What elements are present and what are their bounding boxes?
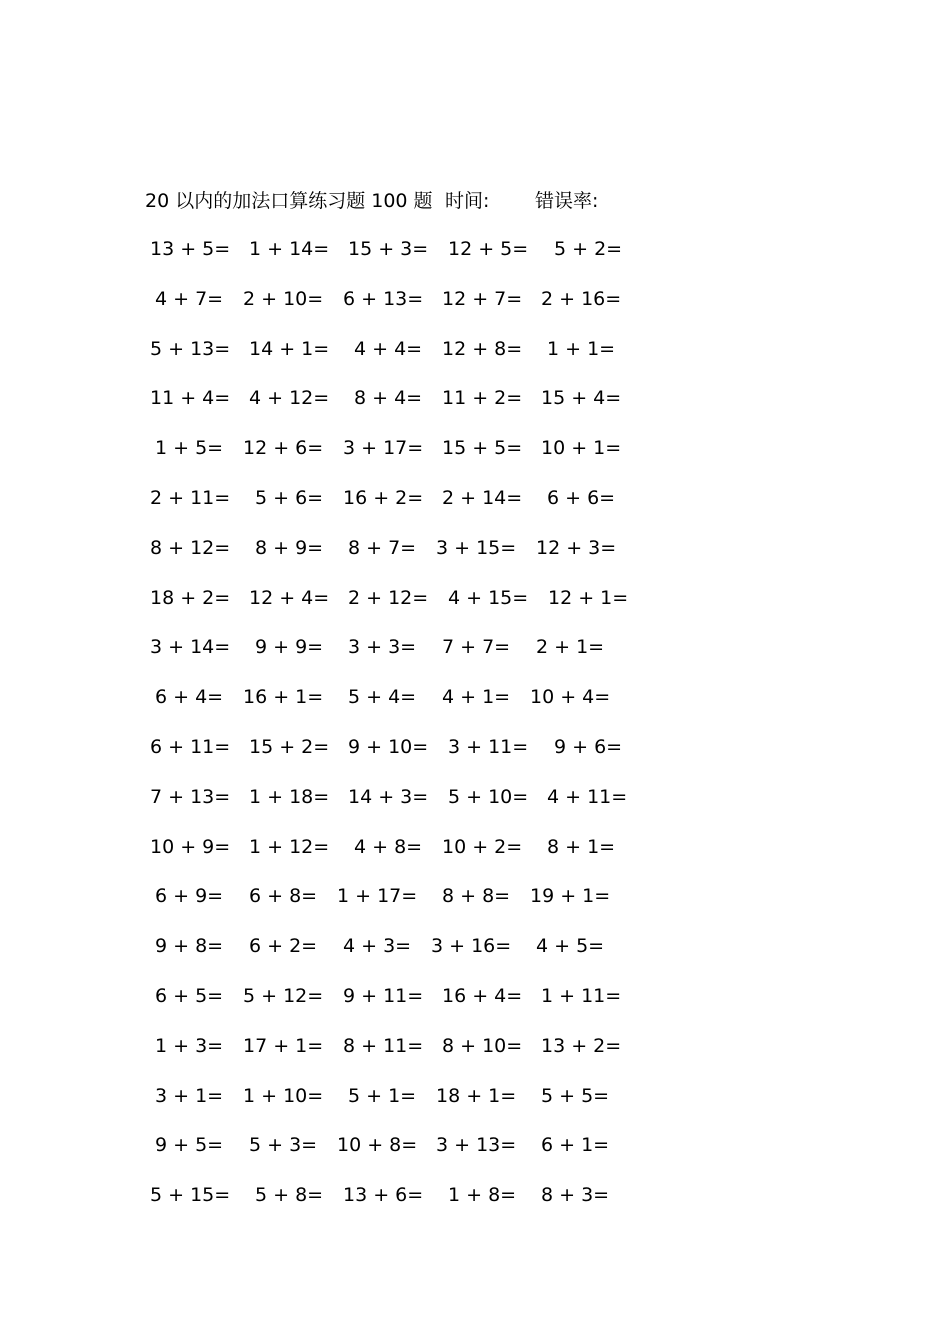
problem-item: 5 + 2= (554, 238, 623, 260)
problem-row (0, 433, 950, 463)
problem-item: 3 + 11= (448, 736, 529, 758)
problem-item: 4 + 8= (354, 835, 423, 858)
problem-item: 3 + 14= (150, 636, 231, 659)
problem-item: 14 + 1= (249, 337, 330, 360)
problem-item: 10 + 2= (442, 835, 523, 858)
problem-item: 5 + 13= (150, 337, 231, 360)
problem-row (0, 1031, 950, 1061)
problem-item: 15 + 4= (541, 387, 622, 410)
problem-item: 14 + 3= (348, 785, 429, 808)
problem-item: 3 + 3= (348, 636, 417, 659)
problem-item: 18 + 1= (436, 1084, 517, 1107)
problem-row (0, 682, 950, 712)
problem-item: 9 + 5= (155, 1134, 224, 1157)
problem-item: 16 + 2= (343, 487, 424, 509)
problem-row (0, 1180, 950, 1210)
problem-item: 6 + 8= (249, 885, 318, 908)
problem-item: 2 + 14= (442, 487, 523, 509)
problem-item: 1 + 12= (249, 835, 330, 858)
problem-item: 8 + 9= (255, 536, 324, 559)
problem-item: 5 + 3= (249, 1134, 318, 1157)
problem-item: 4 + 12= (249, 387, 330, 410)
problem-item: 12 + 4= (249, 586, 330, 609)
problem-item: 9 + 9= (255, 636, 324, 659)
problem-item: 4 + 4= (354, 337, 423, 360)
problem-item: 2 + 11= (150, 487, 231, 509)
problem-item: 9 + 10= (348, 736, 429, 758)
problem-item: 17 + 1= (243, 1034, 324, 1057)
problem-row (0, 284, 950, 314)
problem-item: 1 + 11= (541, 985, 622, 1007)
problem-item: 15 + 5= (442, 437, 523, 460)
problem-item: 6 + 5= (155, 985, 224, 1007)
problem-row (0, 383, 950, 413)
problem-item: 11 + 4= (150, 387, 231, 410)
problem-row (0, 334, 950, 364)
problem-item: 8 + 1= (547, 835, 616, 858)
problem-item: 3 + 16= (431, 935, 512, 958)
problem-row (0, 832, 950, 862)
problem-row (0, 981, 950, 1011)
problem-item: 3 + 15= (436, 536, 517, 559)
problem-item: 9 + 8= (155, 935, 224, 958)
problem-item: 16 + 4= (442, 985, 523, 1007)
problem-item: 4 + 5= (536, 935, 605, 958)
time-label: 时间: (445, 190, 490, 212)
problem-item: 5 + 6= (255, 487, 324, 509)
problem-item: 4 + 15= (448, 586, 529, 609)
problem-item: 11 + 2= (442, 387, 523, 410)
problem-item: 6 + 13= (343, 287, 424, 310)
problem-item: 16 + 1= (243, 686, 324, 709)
problem-item: 5 + 15= (150, 1184, 231, 1207)
worksheet-title: 20 以内的加法口算练习题 100 题 (145, 190, 433, 212)
problem-item: 1 + 8= (448, 1184, 517, 1207)
problem-item: 2 + 16= (541, 287, 622, 310)
problem-item: 13 + 5= (150, 238, 231, 260)
problem-item: 5 + 1= (348, 1084, 417, 1107)
problem-item: 8 + 4= (354, 387, 423, 410)
problem-item: 3 + 1= (155, 1084, 224, 1107)
problem-item: 5 + 5= (541, 1084, 610, 1107)
problem-row (0, 533, 950, 563)
problem-item: 10 + 8= (337, 1134, 418, 1157)
problem-item: 9 + 6= (554, 736, 623, 758)
problem-item: 1 + 5= (155, 437, 224, 460)
problem-item: 12 + 1= (548, 586, 629, 609)
problem-item: 1 + 10= (243, 1084, 324, 1107)
problem-item: 12 + 7= (442, 287, 523, 310)
problem-item: 6 + 1= (541, 1134, 610, 1157)
problem-row (0, 632, 950, 662)
problem-item: 15 + 3= (348, 238, 429, 260)
problem-item: 6 + 4= (155, 686, 224, 709)
problem-row (0, 782, 950, 812)
problem-item: 6 + 9= (155, 885, 224, 908)
problem-item: 15 + 2= (249, 736, 330, 758)
problem-item: 1 + 17= (337, 885, 418, 908)
problem-item: 6 + 6= (547, 487, 616, 509)
problem-item: 8 + 7= (348, 536, 417, 559)
problem-item: 12 + 8= (442, 337, 523, 360)
error-rate-label: 错误率: (535, 190, 599, 212)
problem-row (0, 234, 950, 264)
problem-item: 8 + 3= (541, 1184, 610, 1207)
problem-item: 8 + 11= (343, 1034, 424, 1057)
problem-item: 7 + 7= (442, 636, 511, 659)
problem-item: 6 + 2= (249, 935, 318, 958)
problem-item: 5 + 4= (348, 686, 417, 709)
problem-row (0, 881, 950, 911)
problem-item: 3 + 17= (343, 437, 424, 460)
problem-row (0, 1081, 950, 1111)
problem-item: 19 + 1= (530, 885, 611, 908)
problem-item: 13 + 2= (541, 1034, 622, 1057)
problem-item: 12 + 3= (536, 536, 617, 559)
problem-item: 1 + 18= (249, 785, 330, 808)
problem-item: 1 + 1= (547, 337, 616, 360)
problem-item: 7 + 13= (150, 785, 231, 808)
problem-item: 8 + 8= (442, 885, 511, 908)
problem-item: 2 + 1= (536, 636, 605, 659)
problem-row (0, 1130, 950, 1160)
problem-item: 10 + 4= (530, 686, 611, 709)
problem-item: 2 + 12= (348, 586, 429, 609)
problem-item: 13 + 6= (343, 1184, 424, 1207)
problem-item: 1 + 3= (155, 1034, 224, 1057)
problem-row (0, 583, 950, 613)
problem-item: 3 + 13= (436, 1134, 517, 1157)
problem-item: 6 + 11= (150, 736, 231, 758)
problem-item: 5 + 8= (255, 1184, 324, 1207)
problem-row (0, 931, 950, 961)
problem-item: 4 + 1= (442, 686, 511, 709)
problem-item: 2 + 10= (243, 287, 324, 310)
problem-item: 10 + 1= (541, 437, 622, 460)
problem-item: 5 + 10= (448, 785, 529, 808)
problem-item: 12 + 5= (448, 238, 529, 260)
problem-item: 8 + 10= (442, 1034, 523, 1057)
problem-item: 4 + 3= (343, 935, 412, 958)
problem-item: 12 + 6= (243, 437, 324, 460)
problem-item: 8 + 12= (150, 536, 231, 559)
problem-item: 9 + 11= (343, 985, 424, 1007)
problem-item: 10 + 9= (150, 835, 231, 858)
problem-item: 5 + 12= (243, 985, 324, 1007)
problem-item: 4 + 11= (547, 785, 628, 808)
problem-item: 18 + 2= (150, 586, 231, 609)
problem-item: 4 + 7= (155, 287, 224, 310)
problem-row (0, 483, 950, 513)
problem-row (0, 732, 950, 762)
problem-item: 1 + 14= (249, 238, 330, 260)
